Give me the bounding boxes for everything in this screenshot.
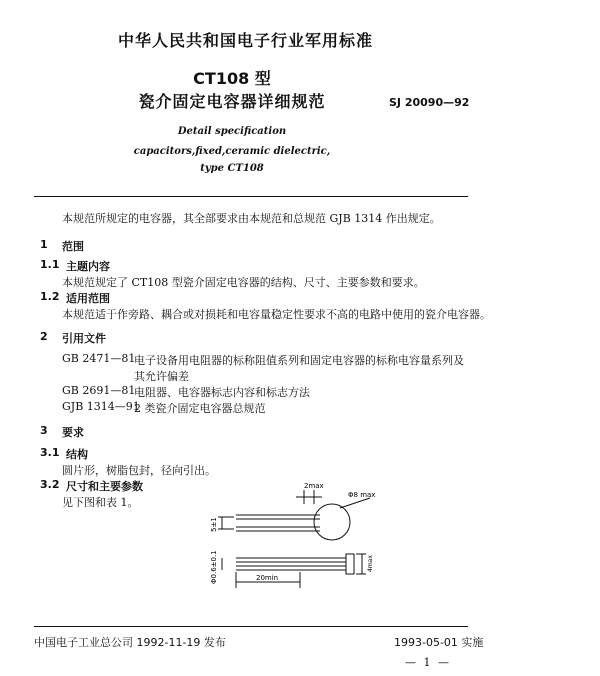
dimension-spacing-label: 5±1 bbox=[210, 517, 218, 532]
section-1-2-number: 1.2 bbox=[40, 290, 60, 303]
section-1-1-text: 本规范规定了 CT108 型瓷介固定电容器的结构、尺寸、主要参数和要求。 bbox=[62, 276, 425, 289]
reference-title: 2 类瓷介固定电容器总规范 bbox=[134, 402, 266, 415]
dimension-length-label: 20min bbox=[256, 574, 279, 582]
standard-number: SJ 20090—92 bbox=[389, 96, 470, 109]
issue-date: 中国电子工业总公司 1992-11-19 发布 bbox=[34, 636, 226, 649]
section-3-2-text: 见下图和表 1。 bbox=[62, 496, 139, 509]
reference-code: GB 2691—81 bbox=[62, 384, 136, 397]
section-3-number: 3 bbox=[40, 424, 48, 437]
section-1-1-number: 1.1 bbox=[40, 258, 60, 271]
capacitor-body-side-view bbox=[346, 554, 354, 574]
section-3-1-number: 3.1 bbox=[40, 446, 60, 459]
section-3-2-title: 尺寸和主要参数 bbox=[66, 480, 143, 493]
capacitor-disc-top-view bbox=[314, 504, 350, 540]
section-1-2-text: 本规范适于作旁路、耦合或对损耗和电容量稳定性要求不高的电路中使用的瓷介电容器。 bbox=[62, 308, 491, 321]
intro-paragraph: 本规范所规定的电容器，其全部要求由本规范和总规范 GJB 1314 作出规定。 bbox=[62, 212, 441, 225]
section-3-1-text: 圆片形，树脂包封，径向引出。 bbox=[62, 464, 216, 477]
effective-date: 1993-05-01 实施 bbox=[394, 636, 484, 649]
section-1-1-title: 主题内容 bbox=[66, 260, 110, 273]
english-title-line-1: Detail specification bbox=[177, 126, 287, 137]
section-3-title: 要求 bbox=[62, 426, 84, 439]
english-title-line-2: capacitors,fixed,ceramic dielectric, bbox=[133, 146, 331, 157]
english-title-line-3: type CT108 bbox=[200, 163, 264, 174]
document-title: 瓷介固定电容器详细规范 bbox=[138, 92, 326, 111]
dimension-thickness-label: 4max bbox=[367, 555, 374, 572]
page-number: — 1 — bbox=[405, 656, 451, 669]
capacitor-dimension-drawing bbox=[200, 478, 380, 593]
dimension-diameter-label: Φ8 max bbox=[348, 491, 376, 499]
reference-title-continued: 其允许偏差 bbox=[134, 370, 189, 383]
reference-code: GB 2471—81 bbox=[62, 352, 136, 365]
section-3-1-title: 结构 bbox=[66, 448, 88, 461]
section-2-number: 2 bbox=[40, 330, 48, 343]
section-3-2-number: 3.2 bbox=[40, 478, 60, 491]
footer-divider bbox=[34, 626, 468, 627]
title-divider bbox=[34, 196, 468, 197]
dimension-top-label: 2max bbox=[304, 482, 324, 490]
section-1-title: 范围 bbox=[62, 240, 84, 253]
issuing-standard-header: 中华人民共和国电子行业军用标准 bbox=[118, 31, 374, 50]
document-model: CT108 型 bbox=[193, 69, 271, 88]
section-1-number: 1 bbox=[40, 238, 48, 251]
reference-title: 电子设备用电阻器的标称阻值系列和固定电容器的标称电容量系列及 bbox=[134, 354, 464, 367]
section-2-title: 引用文件 bbox=[62, 332, 106, 345]
section-1-2-title: 适用范围 bbox=[66, 292, 110, 305]
reference-code: GJB 1314—91 bbox=[62, 400, 140, 413]
dimension-lead-diameter-label: Φ0.6±0.1 bbox=[210, 550, 218, 584]
reference-title: 电阻器、电容器标志内容和标志方法 bbox=[134, 386, 310, 399]
